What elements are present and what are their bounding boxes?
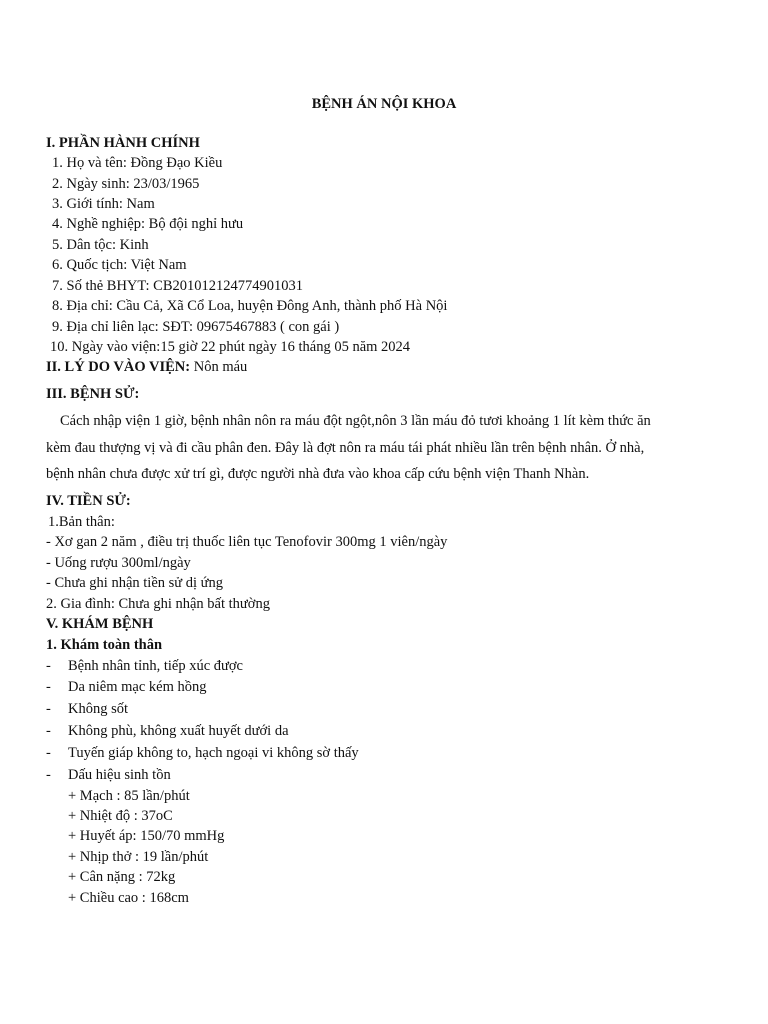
vital-sign: + Nhiệt độ : 37oC <box>68 808 173 824</box>
admission-reason-value: Nôn máu <box>190 359 248 375</box>
admin-item-nationality: 6. Quốc tịch: Việt Nam <box>52 257 187 273</box>
exam-bullet: Da niêm mạc kém hồng <box>68 679 207 695</box>
section-heading-past-history: IV. TIỀN SỬ: <box>46 493 131 509</box>
bullet-dash: - <box>46 745 51 761</box>
admin-item-admission-date: 10. Ngày vào viện:15 giờ 22 phút ngày 16 tháng 05 năm 2024 <box>50 339 411 355</box>
vital-sign: + Mạch : 85 lần/phút <box>68 788 190 804</box>
document-title: BỆNH ÁN NỘI KHOA <box>311 96 457 112</box>
history-paragraph-line: bệnh nhân chưa được xử trí gì, được người nhà đưa vào khoa cấp cứu bệnh viện Thanh Nhàn. <box>46 466 590 482</box>
bullet-dash: - <box>46 767 51 783</box>
admin-item-contact: 9. Địa chỉ liên lạc: SĐT: 09675467883 ( con gái ) <box>52 319 340 335</box>
section-heading-examination: V. KHÁM BỆNH <box>46 616 154 632</box>
vital-sign: + Nhịp thở : 19 lần/phút <box>68 849 209 865</box>
admission-reason-heading: II. LÝ DO VÀO VIỆN: <box>46 359 191 375</box>
history-paragraph-line: kèm đau thượng vị và đi cầu phân đen. Đây là đợt nôn ra máu tái phát nhiều lần trên bệnh nhân. Ở nhà, <box>46 440 645 456</box>
bullet-dash: - <box>46 658 51 674</box>
bullet-dash: - <box>46 723 51 739</box>
admin-item-gender: 3. Giới tính: Nam <box>52 196 155 212</box>
bullet-dash: - <box>46 701 51 717</box>
admin-item-address: 8. Địa chỉ: Cầu Cả, Xã Cổ Loa, huyện Đông Anh, thành phố Hà Nội <box>52 298 448 314</box>
section-heading-history-illness: III. BỆNH SỬ: <box>46 386 140 402</box>
exam-bullet: Không phù, không xuất huyết dưới da <box>68 723 289 739</box>
admin-item-ethnicity: 5. Dân tộc: Kinh <box>52 237 149 253</box>
exam-bullet: Dấu hiệu sinh tồn <box>68 767 171 783</box>
admin-item-birthdate: 2. Ngày sinh: 23/03/1965 <box>52 176 200 192</box>
past-history-line: - Uống rượu 300ml/ngày <box>46 555 191 571</box>
vital-sign: + Chiều cao : 168cm <box>68 890 189 906</box>
exam-bullet: Không sốt <box>68 701 129 717</box>
past-history-line: 2. Gia đình: Chưa ghi nhận bất thường <box>46 596 270 612</box>
vital-sign: + Cân nặng : 72kg <box>68 869 176 885</box>
subheading-general-exam: 1. Khám toàn thân <box>46 637 163 653</box>
past-history-line: - Chưa ghi nhận tiền sử dị ứng <box>46 575 224 591</box>
exam-bullet: Tuyến giáp không to, hạch ngoại vi không sờ thấy <box>68 745 359 761</box>
history-paragraph-line: Cách nhập viện 1 giờ, bệnh nhân nôn ra máu đột ngột,nôn 3 lần máu đỏ tươi khoảng 1 lít kèm thức ăn <box>60 413 651 429</box>
bullet-dash: - <box>46 679 51 695</box>
admission-reason <box>46 357 247 377</box>
vital-sign: + Huyết áp: 150/70 mmHg <box>68 828 225 844</box>
past-history-line: - Xơ gan 2 năm , điều trị thuốc liên tục Tenofovir 300mg 1 viên/ngày <box>46 534 448 550</box>
admin-item-occupation: 4. Nghề nghiệp: Bộ đội nghỉ hưu <box>52 216 244 232</box>
past-history-line: 1.Bản thân: <box>48 514 115 530</box>
exam-bullet: Bệnh nhân tỉnh, tiếp xúc được <box>68 658 243 674</box>
section-heading-administrative: I. PHẦN HÀNH CHÍNH <box>46 135 200 151</box>
admin-item-insurance: 7. Số thẻ BHYT: CB201012124774901031 <box>52 278 304 294</box>
admin-item-name: 1. Họ và tên: Đồng Đạo Kiều <box>52 155 223 171</box>
